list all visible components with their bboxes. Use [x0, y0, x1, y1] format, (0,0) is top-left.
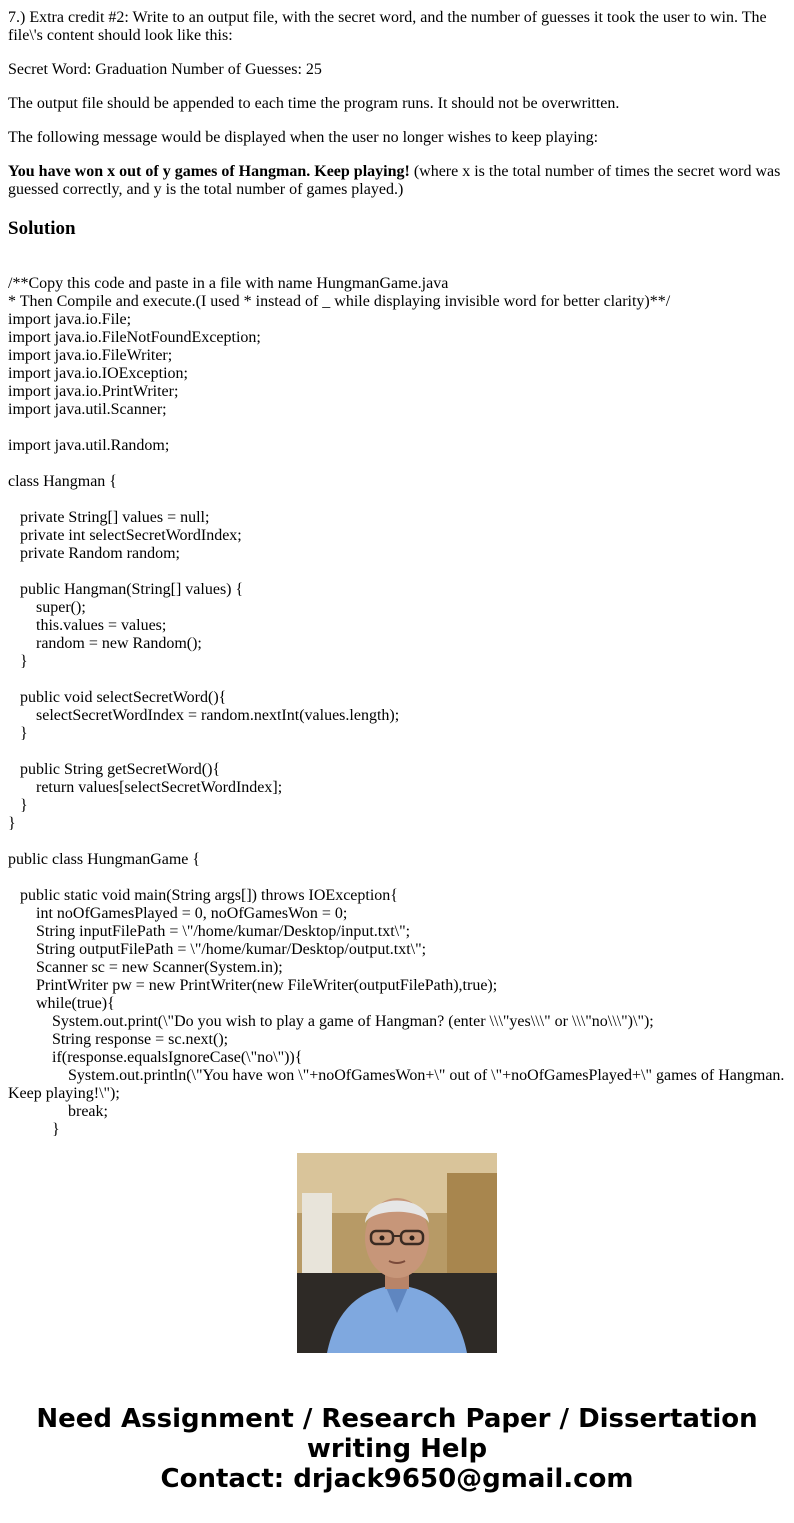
- code-line: selectSecretWordIndex = random.nextInt(values.length);: [8, 707, 400, 724]
- code-line: [8, 455, 788, 473]
- person-portrait-icon: [297, 1153, 497, 1353]
- code-line: String response = sc.next();: [8, 1031, 229, 1048]
- code-line: import java.io.PrintWriter;: [8, 383, 179, 400]
- code-line: import java.io.IOException;: [8, 365, 188, 382]
- code-line: if(response.equalsIgnoreCase(\"no\")){: [8, 1049, 303, 1066]
- code-line: while(true){: [8, 995, 115, 1012]
- code-line: private Random random;: [8, 545, 180, 562]
- code-line: [8, 743, 788, 761]
- intro-paragraph-5: [8, 163, 788, 199]
- banner-line-2: writing Help: [306, 1434, 488, 1464]
- code-line: PrintWriter pw = new PrintWriter(new FileWriter(outputFilePath),true);: [8, 977, 498, 994]
- code-line: import java.util.Random;: [8, 437, 170, 454]
- code-line: import java.io.FileWriter;: [8, 347, 173, 364]
- code-line: public class HungmanGame {: [8, 851, 201, 868]
- code-line: return values[selectSecretWordIndex];: [8, 779, 283, 796]
- code-line: }: [8, 815, 16, 832]
- code-line: public static void main(String args[]) throws IOException{: [8, 887, 398, 904]
- message-example: You have won x out of y games of Hangman. Keep playing!: [8, 163, 410, 180]
- code-line: import java.util.Scanner;: [8, 401, 167, 418]
- code-line: [8, 491, 788, 509]
- code-line: int noOfGamesPlayed = 0, noOfGamesWon = 0;: [8, 905, 348, 922]
- code-line: random = new Random();: [8, 635, 202, 652]
- code-line: String inputFilePath = \"/home/kumar/Desktop/input.txt\";: [8, 923, 411, 940]
- solution-heading: Solution: [8, 218, 76, 239]
- intro-paragraph-1: 7.) Extra credit #2: Write to an output file, with the secret word, and the number of guesses it took the user to win. The file\'s content should look like this:: [8, 9, 771, 44]
- code-line: import java.io.File;: [8, 311, 132, 328]
- banner-contact: Contact: drjack9650@gmail.com: [160, 1464, 634, 1494]
- code-line: /**Copy this code and paste in a file with name HungmanGame.java: [8, 275, 449, 292]
- code-line: private String[] values = null;: [8, 509, 210, 526]
- code-line: }: [8, 1121, 60, 1138]
- code-line: public void selectSecretWord(){: [8, 689, 227, 706]
- author-avatar: [297, 1153, 497, 1353]
- code-line: [8, 419, 788, 437]
- article-content: [8, 9, 789, 1138]
- solution-code-block: [8, 275, 789, 1138]
- code-line: String outputFilePath = \"/home/kumar/Desktop/output.txt\";: [8, 941, 427, 958]
- banner-line-1: Need Assignment / Research Paper / Dissertation: [36, 1404, 758, 1434]
- code-line: import java.io.FileNotFoundException;: [8, 329, 261, 346]
- code-line: System.out.println(\"You have won \"+noOfGamesWon+\" out of \"+noOfGamesPlayed+\" games of Hangman. Keep playing!\");: [8, 1067, 789, 1102]
- code-line: System.out.print(\"Do you wish to play a game of Hangman? (enter \\\"yes\\\" or \\\"no\\\")\");: [8, 1013, 654, 1030]
- intro-paragraph-2: Secret Word: Graduation Number of Guesses: 25: [8, 61, 322, 78]
- code-line: this.values = values;: [8, 617, 167, 634]
- promo-banner: [0, 1404, 794, 1494]
- code-line: [8, 563, 788, 581]
- code-line: }: [8, 725, 28, 742]
- code-line: [8, 869, 788, 887]
- code-line: }: [8, 653, 28, 670]
- code-line: [8, 833, 788, 851]
- code-line: super();: [8, 599, 86, 616]
- code-line: private int selectSecretWordIndex;: [8, 527, 242, 544]
- code-line: }: [8, 797, 28, 814]
- code-line: break;: [8, 1103, 108, 1120]
- code-line: [8, 671, 788, 689]
- message-explanation: (where x is the total number of times the secret word was guessed correctly, and y is the total number of games played.): [8, 163, 785, 198]
- code-line: * Then Compile and execute.(I used * instead of _ while displaying invisible word for better clarity)**/: [8, 293, 671, 310]
- code-line: Scanner sc = new Scanner(System.in);: [8, 959, 283, 976]
- intro-paragraph-4: The following message would be displayed when the user no longer wishes to keep playing:: [8, 129, 599, 146]
- intro-paragraph-3: The output file should be appended to each time the program runs. It should not be overwritten.: [8, 95, 620, 112]
- code-line: public Hangman(String[] values) {: [8, 581, 244, 598]
- code-line: public String getSecretWord(){: [8, 761, 221, 778]
- code-line: class Hangman {: [8, 473, 117, 490]
